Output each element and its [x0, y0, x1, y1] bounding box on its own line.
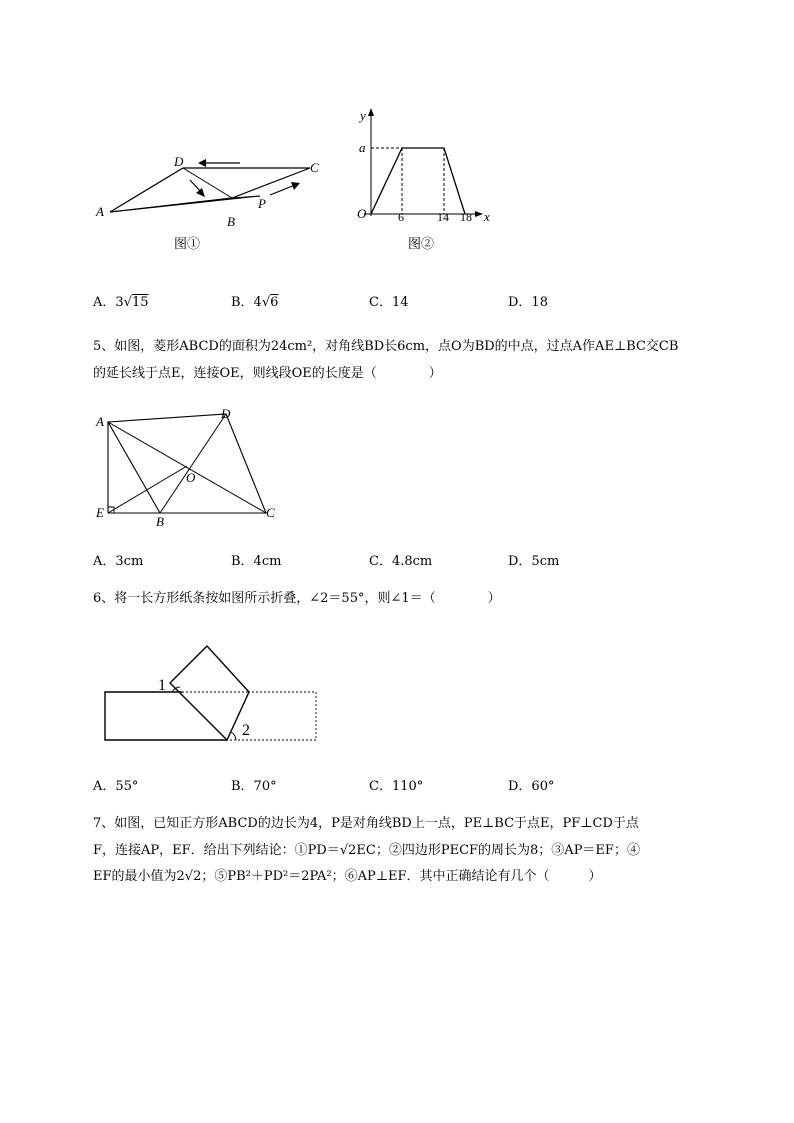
caption-fig2: 图②: [408, 236, 435, 251]
label-P: P: [258, 196, 266, 211]
q4-option-d: [508, 291, 548, 310]
q7-text-line-1: 7、如图，已知正方形ABCD的边长为4，P是对角线BD上一点，PE⊥BC于点E，PF⊥CD于点: [93, 816, 639, 831]
caption-fig1: 图①: [174, 236, 201, 251]
angle-label-2: 2: [242, 722, 250, 739]
option-text: D．18: [508, 295, 548, 310]
tick-14: 14: [437, 210, 449, 224]
label-x: x: [484, 209, 490, 224]
label-B: B: [156, 514, 164, 529]
q6-option-c: C．110°: [369, 779, 424, 794]
q4-figure-2: [350, 100, 510, 260]
q6-option-b: B．70°: [231, 779, 277, 794]
label-y: y: [360, 108, 366, 123]
q5-option-a: A．3cm: [93, 554, 144, 569]
q6-text-line-1: 6、将一长方形纸条按如图所示折叠，∠2＝55°，则∠1＝（ ）: [93, 591, 501, 606]
q7-text-line-2: F，连接AP，EF．给出下列结论：①PD＝√2EC；②四边形PECF的周长为8；③AP＝EF；④: [93, 843, 640, 858]
q5-figure: [90, 400, 290, 530]
q6-option-d: D．60°: [508, 779, 555, 794]
rhombus: [108, 414, 266, 513]
label-O: O: [186, 470, 196, 485]
label-C: C: [266, 505, 275, 520]
option-letter: B．4: [231, 295, 262, 310]
tick-18: 18: [460, 210, 472, 224]
tick-6: 6: [398, 210, 404, 224]
sqrt-value: 15: [131, 295, 149, 310]
sqrt-sign: √: [123, 295, 132, 310]
q5-option-c: C．4.8cm: [369, 554, 433, 569]
sqrt-value: 6: [270, 295, 279, 310]
folded-part: [170, 646, 249, 740]
label-O: O: [357, 206, 367, 221]
q6-option-a: A．55°: [93, 779, 139, 794]
label-A: A: [96, 204, 104, 219]
label-E: E: [96, 505, 104, 520]
q5-option-d: D．5cm: [508, 554, 560, 569]
sqrt-sign: √: [261, 295, 271, 310]
q5-text-line-2: 的延长线于点E，连接OE，则线段OE的长度是（ ）: [93, 366, 442, 381]
parallelogram: [110, 168, 310, 212]
paper-strip: [105, 692, 227, 740]
q4-option-c: [369, 291, 409, 310]
label-C: C: [310, 160, 319, 175]
label-a: a: [359, 140, 366, 155]
arrow-right: [270, 185, 295, 195]
q4-figure-1: [90, 148, 340, 258]
q4-option-b: [231, 291, 278, 310]
q5-text-line-1: 5、如图，菱形ABCD的面积为24cm²，对角线BD长6cm，点O为BD的中点，过点A作AE⊥BC交CB: [93, 339, 679, 354]
option-text: C．14: [369, 295, 409, 310]
q5-option-b: B．4cm: [231, 554, 282, 569]
option-letter: A．3: [93, 295, 124, 310]
angle-label-1: 1: [158, 677, 166, 694]
q6-figure: [100, 635, 325, 750]
q7-text-line-3: EF的最小值为2√2；⑤PB²＋PD²＝2PA²；⑥AP⊥EF．其中正确结论有几个（ ）: [93, 869, 602, 884]
graph-line: [371, 148, 465, 214]
q4-option-a: [93, 291, 149, 310]
label-B: B: [227, 214, 235, 229]
label-D: D: [221, 406, 231, 421]
folded-away-part: [227, 692, 316, 740]
label-D: D: [174, 154, 184, 169]
label-A: A: [96, 414, 104, 429]
